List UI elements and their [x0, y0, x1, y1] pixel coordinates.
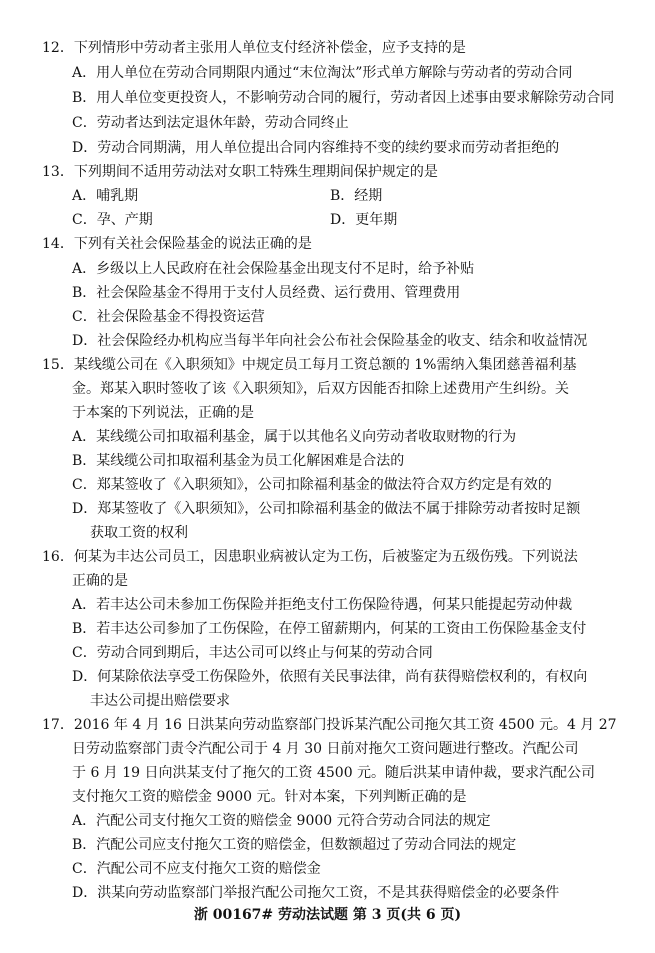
question-17-option-a: A．汽配公司支付拖欠工资的赔偿金 9000 元符合劳动合同法的规定: [72, 813, 491, 829]
question-13-stem: 13．下列期间不适用劳动法对女职工特殊生理期间保护规定的是: [42, 164, 438, 180]
question-15-option-d: D．郑某签收了《入职须知》，公司扣除福利基金的做法不属于排除劳动者按时足额: [72, 501, 581, 517]
question-12-option-d: D．劳动合同期满，用人单位提出合同内容维持不变的续约要求而劳动者拒绝的: [72, 140, 560, 156]
question-17-stem-line-4: 支付拖欠工资的赔偿金 9000 元。针对本案，下列判断正确的是: [72, 789, 467, 805]
question-16-stem-line-1: 16．何某为丰达公司员工，因患职业病被认定为工伤，后被鉴定为五级伤残。下列说法: [42, 549, 578, 565]
question-12-option-c: C．劳动者达到法定退休年龄，劳动合同终止: [72, 115, 349, 131]
question-17-option-d: D．洪某向劳动监察部门举报汽配公司拖欠工资，不是其获得赔偿金的必要条件: [72, 885, 560, 901]
question-15-stem-line-3: 于本案的下列说法，正确的是: [72, 405, 254, 421]
question-16-option-b: B．若丰达公司参加了工伤保险，在停工留薪期内，何某的工资由工伤保险基金支付: [72, 621, 587, 637]
question-15-option-d-cont: 获取工资的权利: [90, 525, 188, 541]
question-15-option-a: A．某线缆公司扣取福利基金，属于以其他名义向劳动者收取财物的行为: [72, 429, 517, 445]
question-13-option-c: C．孕、产期: [72, 212, 153, 228]
question-12-option-b: B．用人单位变更投资人，不影响劳动合同的履行，劳动者因上述事由要求解除劳动合同: [72, 90, 615, 106]
question-14-option-c: C．社会保险基金不得投资运营: [72, 309, 265, 325]
question-15-option-c: C．郑某签收了《入职须知》，公司扣除福利基金的做法符合双方约定是有效的: [72, 477, 552, 493]
question-16-option-c: C．劳动合同到期后，丰达公司可以终止与何某的劳动合同: [72, 645, 433, 661]
question-14-option-d: D．社会保险经办机构应当每半年向社会公布社会保险基金的收支、结余和收益情况: [72, 333, 588, 349]
question-14-option-b: B．社会保险基金不得用于支付人员经费、运行费用、管理费用: [72, 285, 461, 301]
question-17-option-c: C．汽配公司不应支付拖欠工资的赔偿金: [72, 861, 321, 877]
question-17-option-b: B．汽配公司应支付拖欠工资的赔偿金，但数额超过了劳动合同法的规定: [72, 837, 517, 853]
question-14-option-a: A．乡级以上人民政府在社会保险基金出现支付不足时，给予补贴: [72, 261, 475, 277]
question-15-option-b: B．某线缆公司扣取福利基金为员工化解困难是合法的: [72, 453, 405, 469]
question-14-stem: 14．下列有关社会保险基金的说法正确的是: [42, 236, 312, 252]
page-footer: 浙 00167# 劳动法试题 第 3 页(共 6 页): [193, 907, 462, 923]
question-16-option-d-cont: 丰达公司提出赔偿要求: [90, 693, 230, 709]
question-16-option-d: D．何某除依法享受工伤保险外，依照有关民事法律，尚有获得赔偿权利的，有权向: [72, 669, 588, 685]
question-12-stem: 12．下列情形中劳动者主张用人单位支付经济补偿金，应予支持的是: [42, 40, 466, 56]
question-15-stem-line-1: 15．某线缆公司在《入职须知》中规定员工每月工资总额的 1%需纳入集团慈善福利基: [42, 357, 577, 373]
question-12-option-a: A．用人单位在劳动合同期限内通过“末位淘汰”形式单方解除与劳动者的劳动合同: [72, 65, 573, 81]
question-16-stem-line-2: 正确的是: [72, 573, 128, 589]
question-17-stem-line-1: 17．2016 年 4 月 16 日洪某向劳动监察部门投诉某汽配公司拖欠其工资 4500 元。4 月 27: [42, 717, 617, 733]
question-17-stem-line-3: 于 6 月 19 日向洪某支付了拖欠的工资 4500 元。随后洪某申请仲裁，要求汽配公司: [72, 765, 596, 781]
question-15-stem-line-2: 金。郑某入职时签收了该《入职须知》，后双方因能否扣除上述费用产生纠纷。关: [72, 381, 569, 397]
question-13-option-b: B．经期: [330, 188, 383, 204]
question-13-option-a: A．哺乳期: [72, 188, 139, 204]
question-17-stem-line-2: 日劳动监察部门责令汽配公司于 4 月 30 日前对拖欠工资问题进行整改。汽配公司: [72, 741, 579, 757]
question-16-option-a: A．若丰达公司未参加工伤保险并拒绝支付工伤保险待遇，何某只能提起劳动仲裁: [72, 597, 573, 613]
question-13-option-d: D．更年期: [330, 212, 398, 228]
